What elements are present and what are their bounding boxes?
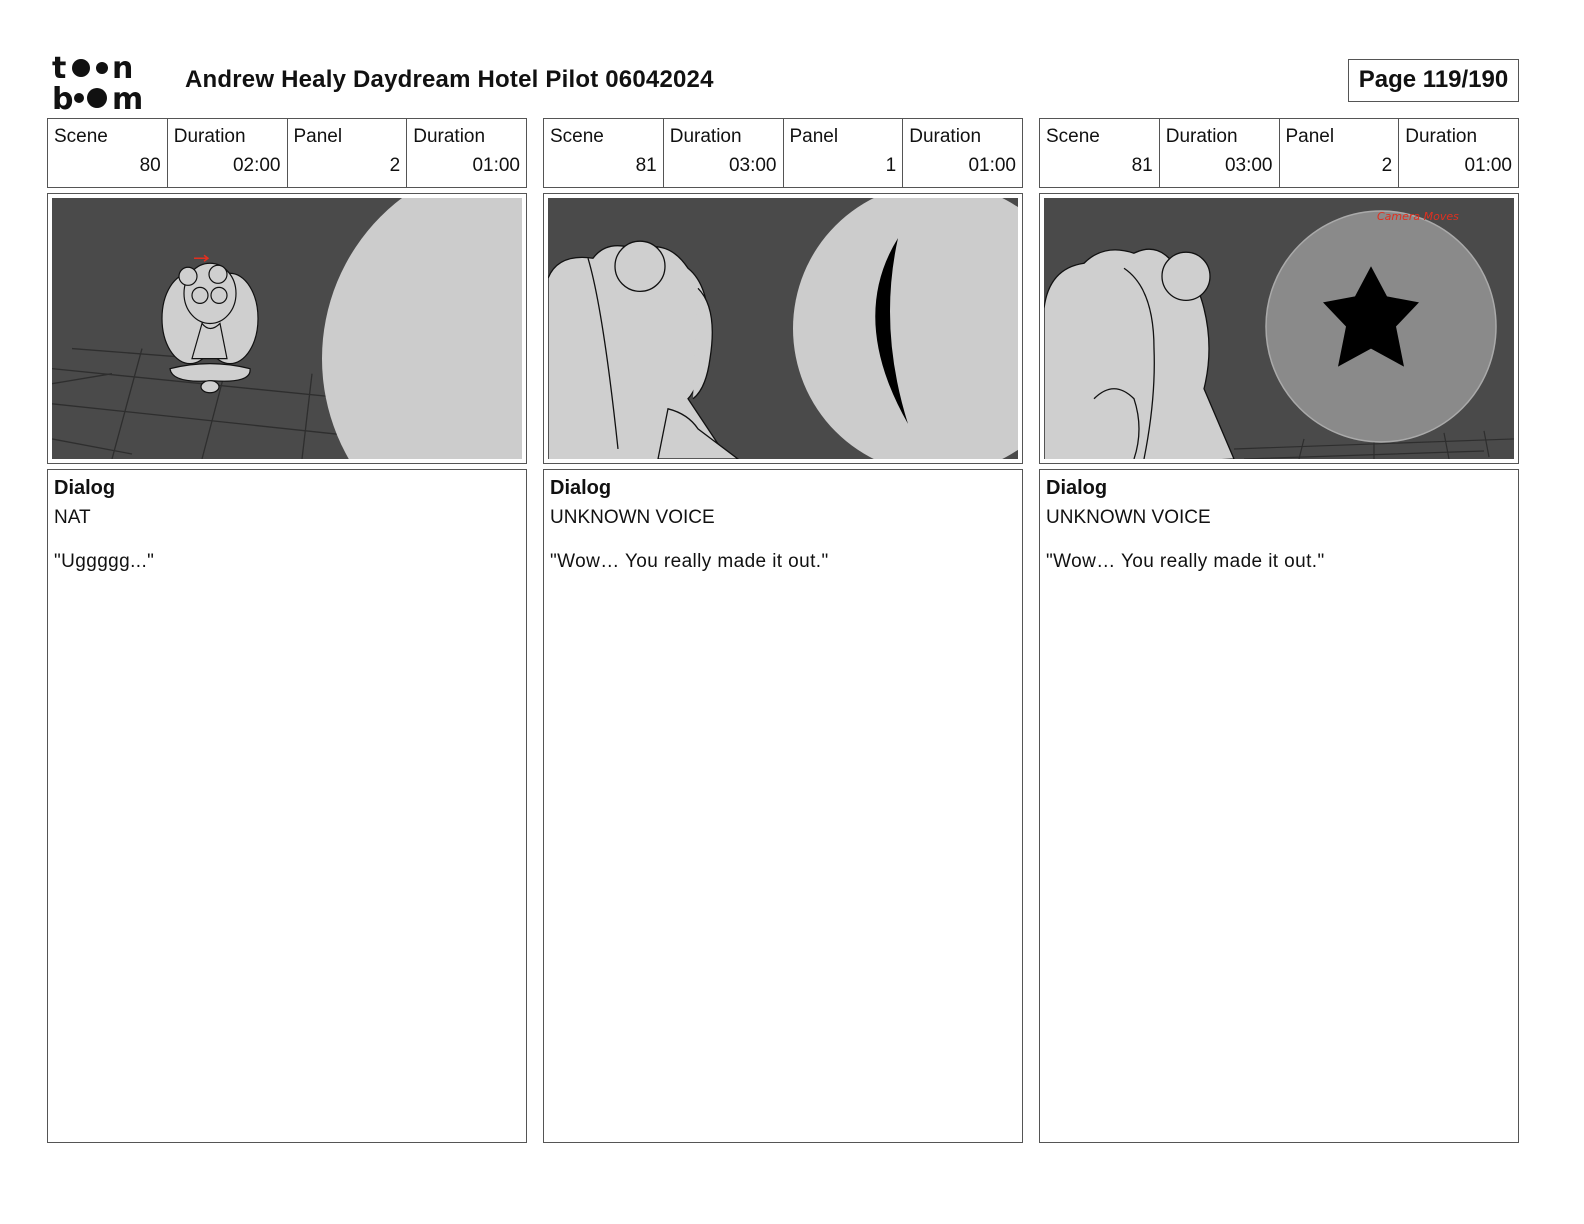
scene-value: 80 xyxy=(139,155,161,176)
panel-sketch-girl-sitting xyxy=(52,198,522,459)
panel-label: Panel xyxy=(789,126,839,147)
storyboard-panel-3 xyxy=(1039,118,1519,1143)
panel-value: 2 xyxy=(1381,155,1393,176)
duration-label: Duration xyxy=(413,126,486,147)
document-title: Andrew Healy Daydream Hotel Pilot 06042024 xyxy=(185,66,714,93)
scene-label: Scene xyxy=(1046,126,1100,147)
scene-duration-value: 03:00 xyxy=(1224,155,1273,176)
panel-value: 1 xyxy=(885,155,897,176)
duration-label: Duration xyxy=(909,126,982,147)
scene-duration-value: 02:00 xyxy=(232,155,281,176)
page-number: Page 119/190 xyxy=(1348,59,1519,102)
dialog-speaker: UNKNOWN VOICE xyxy=(1046,507,1211,528)
dialog-box xyxy=(1039,469,1519,1143)
panel-info-row xyxy=(543,118,1023,188)
dialog-line: "Wow… You really made it out." xyxy=(1046,551,1325,572)
panel-image-frame xyxy=(543,193,1023,464)
panel-cell xyxy=(783,119,903,187)
duration-label: Duration xyxy=(173,126,246,147)
scene-label: Scene xyxy=(54,126,108,147)
storyboard-panel-1 xyxy=(47,118,527,1143)
dialog-box xyxy=(543,469,1023,1143)
scene-cell xyxy=(544,119,663,187)
svg-text:b: b xyxy=(52,82,74,112)
panel-duration-value: 01:00 xyxy=(1464,155,1512,176)
scene-cell xyxy=(48,119,167,187)
panel-cell xyxy=(1279,119,1399,187)
panel-duration-cell xyxy=(902,119,1022,187)
dialog-line: "Uggggg..." xyxy=(54,551,155,572)
panel-duration-value: 01:00 xyxy=(968,155,1016,176)
panel-duration-cell xyxy=(1398,119,1518,187)
duration-label: Duration xyxy=(1405,126,1478,147)
toon-boom-logo xyxy=(52,52,164,112)
scene-label: Scene xyxy=(550,126,604,147)
scene-value: 81 xyxy=(1131,155,1153,176)
panel-label: Panel xyxy=(293,126,343,147)
panel-sketch-back-of-head-moon xyxy=(548,198,1018,459)
storyboard-panel-2 xyxy=(543,118,1023,1143)
svg-text:t: t xyxy=(52,52,67,86)
panel-image-frame xyxy=(47,193,527,464)
dialog-box xyxy=(47,469,527,1143)
duration-label: Duration xyxy=(1165,126,1238,147)
svg-text:m: m xyxy=(112,82,144,112)
panel-image-frame xyxy=(1039,193,1519,464)
svg-text:n: n xyxy=(112,52,134,86)
panel-info-row xyxy=(47,118,527,188)
dialog-line: "Wow… You really made it out." xyxy=(550,551,829,572)
dialog-heading: Dialog xyxy=(54,477,116,499)
camera-moves-annotation: Camera Moves xyxy=(1377,210,1459,224)
panel-info-row xyxy=(1039,118,1519,188)
dialog-speaker: NAT xyxy=(54,507,91,528)
panel-duration-value: 01:00 xyxy=(472,155,520,176)
scene-duration-cell xyxy=(663,119,783,187)
dialog-heading: Dialog xyxy=(1046,477,1108,499)
panel-cell xyxy=(287,119,407,187)
dialog-speaker: UNKNOWN VOICE xyxy=(550,507,715,528)
scene-cell xyxy=(1040,119,1159,187)
panel-label: Panel xyxy=(1285,126,1335,147)
panel-duration-cell xyxy=(406,119,526,187)
panel-value: 2 xyxy=(389,155,401,176)
scene-duration-cell xyxy=(1159,119,1279,187)
panel-sketch-star-orb xyxy=(1044,198,1514,459)
scene-duration-value: 03:00 xyxy=(728,155,777,176)
scene-duration-cell xyxy=(167,119,287,187)
duration-label: Duration xyxy=(669,126,742,147)
dialog-heading: Dialog xyxy=(550,477,612,499)
scene-value: 81 xyxy=(635,155,657,176)
